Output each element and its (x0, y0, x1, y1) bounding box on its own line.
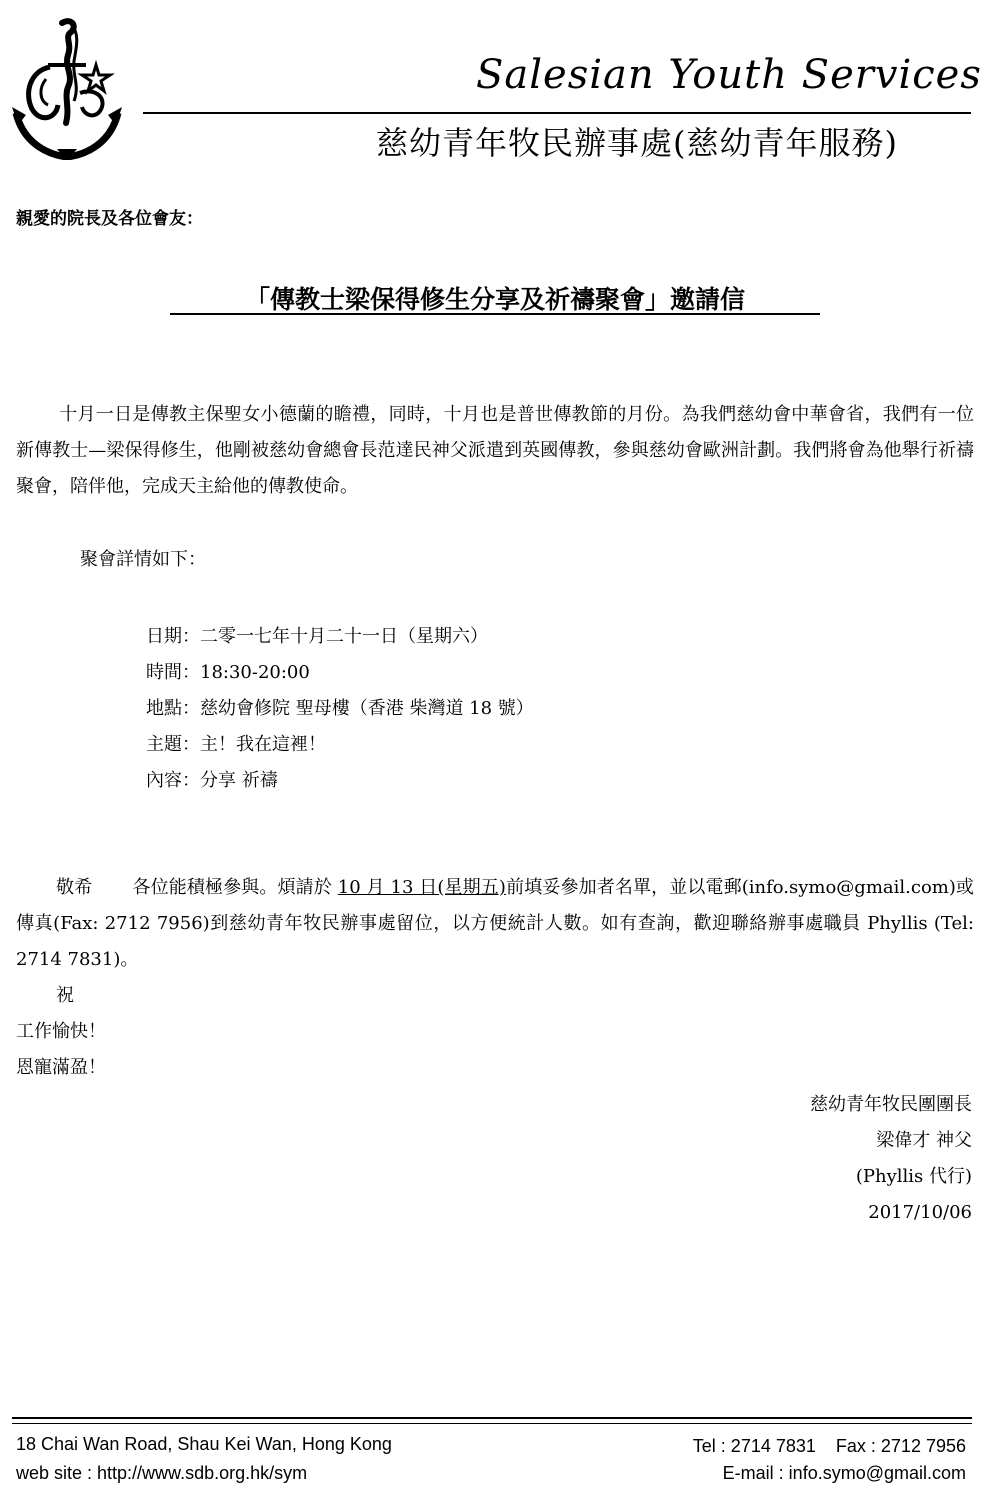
registration-deadline: 10 月 13 日(星期五) (337, 877, 506, 898)
letter-title: 「傳教士梁保得修生分享及祈禱聚會」邀請信 (244, 285, 745, 314)
signature-date: 2017/10/06 (868, 1202, 972, 1223)
footer-address: 18 Chai Wan Road, Shau Kei Wan, Hong Kong (16, 1434, 392, 1454)
footer-divider (12, 1417, 972, 1419)
closing-line-1: 工作愉快！ (16, 1021, 106, 1042)
signature-role: 慈幼青年牧民團團長 (810, 1094, 972, 1115)
closing-zhu: 祝 (56, 985, 74, 1006)
paragraph-text-before: 各位能積極參與。煩請於 (132, 877, 338, 898)
salesian-anchor-logo (10, 15, 125, 160)
detail-venue: 地點：慈幼會修院 聖母樓（香港 柴灣道 18 號） (146, 698, 534, 719)
signature-proxy: (Phyllis 代行) (855, 1166, 972, 1187)
org-name-english: Salesian Youth Services (476, 52, 982, 98)
detail-time: 時間：18:30-20:00 (146, 662, 310, 683)
paragraph-lead: 敬希 (56, 877, 93, 898)
footer-divider-thin (12, 1423, 972, 1424)
detail-theme: 主題：主！我在這裡！ (146, 734, 326, 755)
paragraph-text-after: 前填妥參加者名單，並以電郵(info.symo@gmail.com)或傳真(Fax: 2712 7956)到慈幼青年牧民辦事處留位，以方便統計人數。如有查詢，歡迎聯絡辦事處職員 Phyllis (Tel: 2714 7831)。 (16, 877, 974, 970)
footer-tel-fax: Tel : 2714 7831 Fax : 2712 7956 (692, 1436, 966, 1456)
footer-website: web site : http://www.sdb.org.hk/sym (16, 1463, 308, 1483)
event-details (146, 619, 534, 799)
footer-email: E-mail : info.symo@gmail.com (722, 1463, 966, 1483)
signature-block (810, 1087, 972, 1231)
signature-name: 梁偉才 神父 (876, 1130, 972, 1151)
detail-content: 內容：分享 祈禱 (146, 770, 278, 791)
details-intro: 聚會詳情如下： (80, 549, 206, 570)
closing-line-2: 恩寵滿盈！ (16, 1057, 106, 1078)
closing (16, 978, 106, 1086)
title-underline (170, 313, 820, 315)
header-divider (143, 112, 971, 114)
salutation: 親愛的院長及各位會友： (16, 209, 203, 229)
paragraph-registration (16, 870, 974, 978)
paragraph-intro: 十月一日是傳教主保聖女小德蘭的瞻禮，同時，十月也是普世傳教節的月份。為我們慈幼會中華會省，我們有一位新傳教士—梁保得修生，他剛被慈幼會總會長范達民神父派遣到英國傳教，參與慈幼會歐洲計劃。我們將會為他舉行祈禱聚會，陪伴他，完成天主給他的傳教使命。 (16, 404, 974, 497)
org-name-chinese: 慈幼青年牧民辦事處(慈幼青年服務) (376, 124, 898, 162)
detail-date: 日期：二零一七年十月二十一日（星期六） (146, 626, 488, 647)
